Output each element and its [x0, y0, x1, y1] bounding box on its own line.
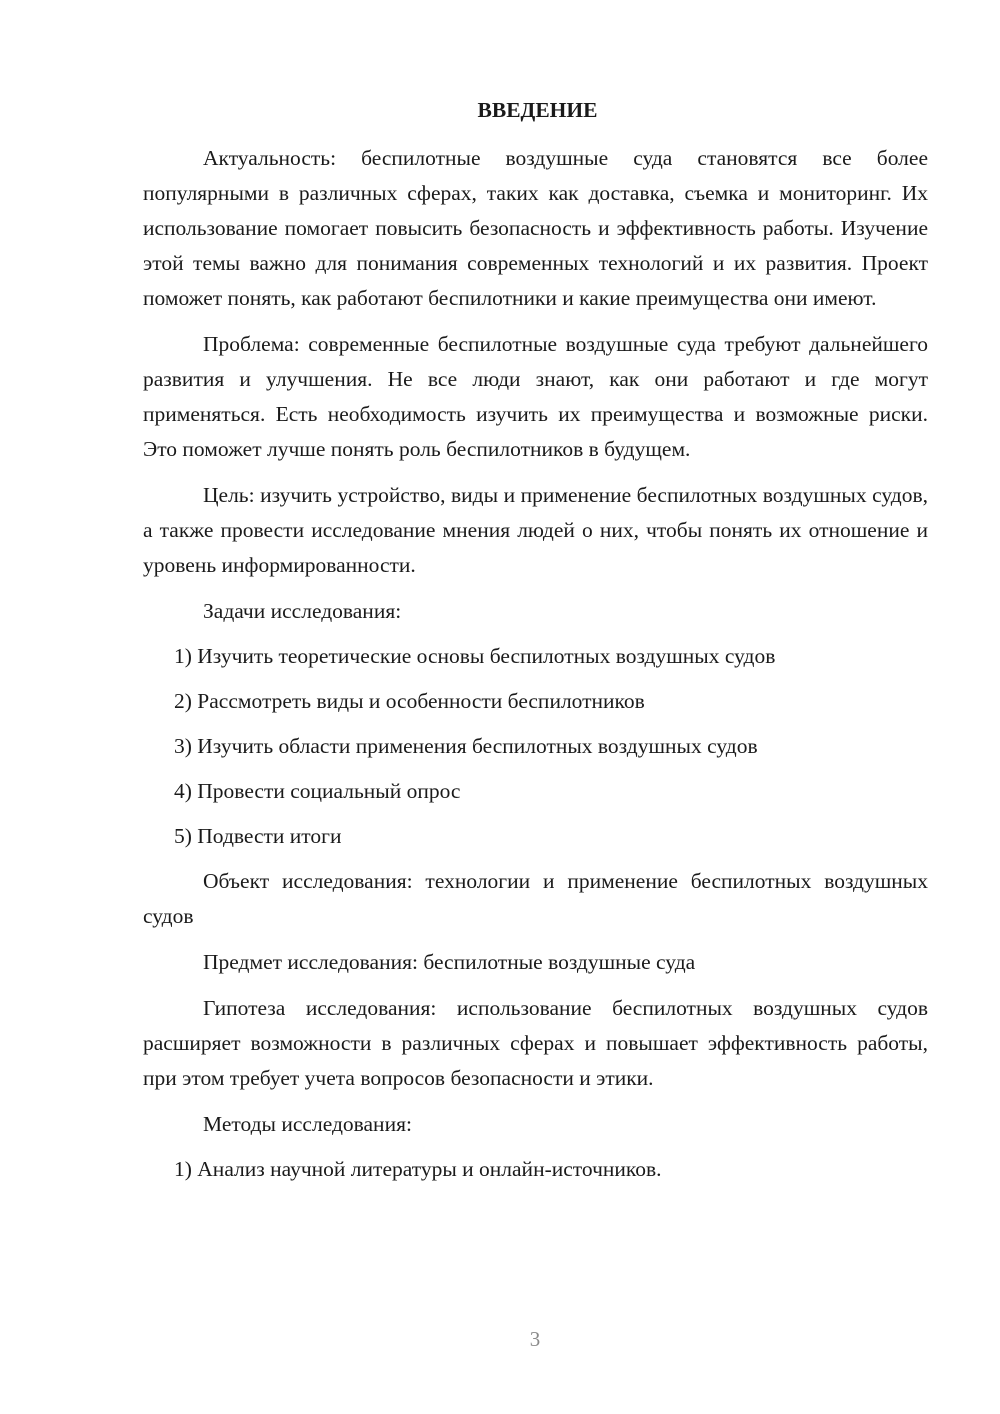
relevance-paragraph: Актуальность: беспилотные воздушные суда становятся все более популярными в различных сферах, таких как доставка, съемка и мониторинг. Их использование помогает повысить безопасность и эффективность работы. Изучение этой темы важно для понимания современных технологий и их развития. Проект поможет понять, как работают беспилотники и какие преимущества они имеют. — [143, 146, 928, 310]
goal-paragraph: Цель: изучить устройство, виды и применение беспилотных воздушных судов, а также провести исследование мнения людей о них, чтобы понять их отношение и уровень информированности. — [143, 483, 928, 577]
task-item: 1) Изучить теоретические основы беспилотных воздушных судов — [174, 644, 776, 668]
subject-paragraph: Предмет исследования: беспилотные воздушные суда — [203, 950, 696, 974]
section-title: ВВЕДЕНИЕ — [477, 98, 598, 122]
methods-heading: Методы исследования: — [203, 1112, 412, 1136]
task-item: 2) Рассмотреть виды и особенности беспилотников — [174, 689, 645, 713]
problem-paragraph: Проблема: современные беспилотные воздушные суда требуют дальнейшего развития и улучшения. Не все люди знают, как они работают и где могут применяться. Есть необходимость изучить их преимущества и возможные риски. Это поможет лучше понять роль беспилотников в будущем. — [143, 332, 928, 461]
page-number: 3 — [529, 1327, 541, 1351]
hypothesis-paragraph: Гипотеза исследования: использование беспилотных воздушных судов расширяет возможности в различных сферах и повышает эффективность работы, при этом требует учета вопросов безопасности и этики. — [143, 996, 928, 1090]
object-paragraph: Объект исследования: технологии и применение беспилотных воздушных судов — [143, 869, 928, 928]
task-item: 5) Подвести итоги — [174, 824, 342, 848]
task-item: 4) Провести социальный опрос — [174, 779, 461, 803]
method-item: 1) Анализ научной литературы и онлайн-источников. — [174, 1157, 662, 1181]
task-item: 3) Изучить области применения беспилотных воздушных судов — [174, 734, 758, 758]
document-page — [143, 95, 928, 1197]
tasks-heading: Задачи исследования: — [203, 599, 402, 623]
